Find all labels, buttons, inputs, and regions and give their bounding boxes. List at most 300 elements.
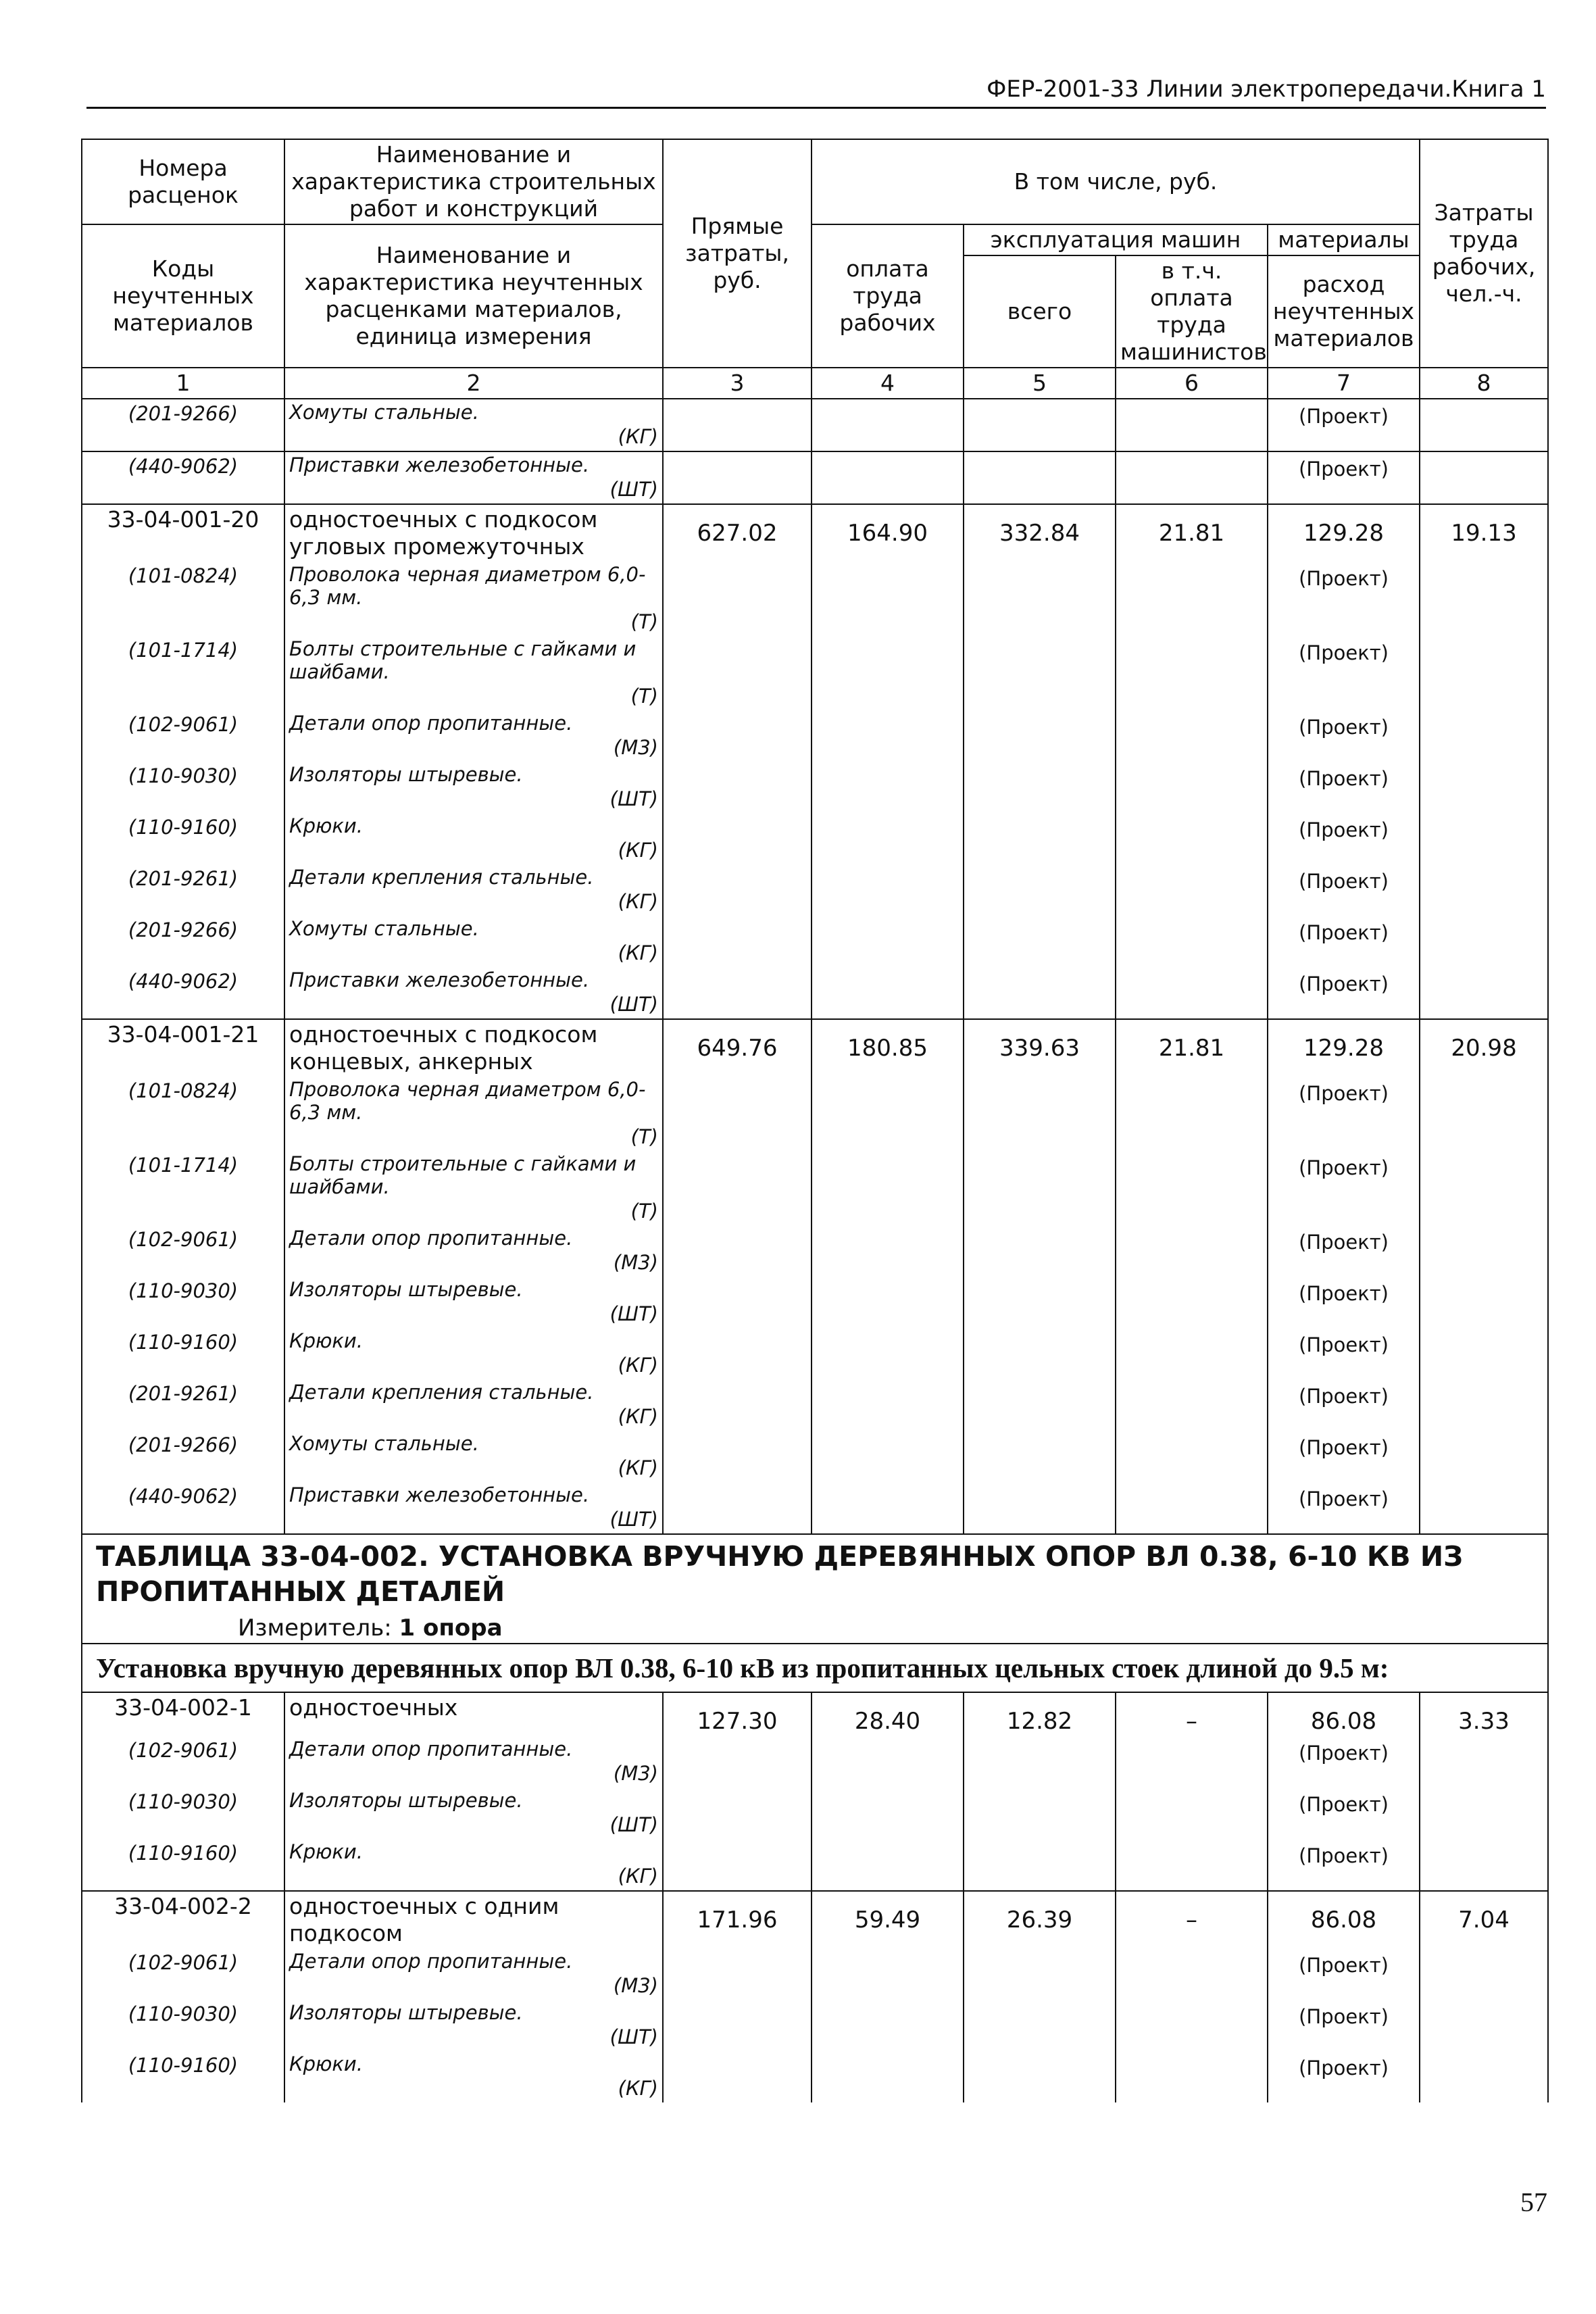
empty-cell — [1420, 1277, 1548, 1328]
material-name: Детали крепления стальные. — [289, 866, 594, 889]
material-expense: (Проект) — [1268, 1948, 1420, 2000]
material-row — [82, 1151, 1548, 1225]
empty-cell — [663, 636, 812, 710]
empty-cell — [1420, 1788, 1548, 1839]
material-expense: (Проект) — [1268, 1379, 1420, 1431]
measure-label: Измеритель: — [238, 1615, 392, 1642]
material-name-cell — [284, 1948, 663, 2000]
empty-cell — [964, 1431, 1116, 1482]
material-row — [82, 399, 1548, 451]
col-number: 4 — [812, 368, 964, 399]
head-col4: оплата труда рабочих — [812, 224, 964, 368]
empty-cell — [663, 1431, 812, 1482]
empty-cell — [663, 1948, 812, 2000]
rate-direct: 127.30 — [663, 1692, 812, 1736]
material-expense: (Проект) — [1268, 2000, 1420, 2051]
empty-cell — [964, 636, 1116, 710]
rate-direct: 627.02 — [663, 504, 812, 562]
material-expense: (Проект) — [1268, 2051, 1420, 2102]
head-col5: всего — [964, 255, 1116, 368]
empty-cell — [663, 1839, 812, 1891]
empty-cell — [663, 1736, 812, 1788]
measure-line — [82, 1613, 1547, 1643]
rate-mach-labor: 21.81 — [1116, 504, 1268, 562]
empty-cell — [1420, 562, 1548, 636]
material-unit: (Т) — [630, 1125, 658, 1148]
material-unit: (Т) — [630, 610, 658, 633]
empty-cell — [1116, 2051, 1268, 2102]
empty-cell — [1420, 864, 1548, 916]
material-unit: (КГ) — [618, 1354, 658, 1377]
material-expense: (Проект) — [1268, 1077, 1420, 1151]
material-expense: (Проект) — [1268, 399, 1420, 451]
material-name: Хомуты стальные. — [289, 401, 479, 424]
empty-cell — [1420, 1225, 1548, 1277]
rate-labor: 59.49 — [812, 1891, 964, 1948]
empty-cell — [1420, 1379, 1548, 1431]
material-name-cell — [284, 2051, 663, 2102]
rate-mach-labor: – — [1116, 1891, 1268, 1948]
empty-cell — [812, 1379, 964, 1431]
material-name-cell — [284, 562, 663, 636]
material-row — [82, 1839, 1548, 1891]
empty-cell — [812, 1839, 964, 1891]
material-code: (110-9030) — [82, 1277, 284, 1328]
empty-cell — [1420, 1948, 1548, 2000]
col-number: 2 — [284, 368, 663, 399]
empty-cell — [1116, 1077, 1268, 1151]
empty-cell — [964, 1277, 1116, 1328]
material-expense: (Проект) — [1268, 1788, 1420, 1839]
empty-cell — [663, 1328, 812, 1379]
page-header: ФЕР-2001-33 Линии электропередачи.Книга 1 — [86, 76, 1546, 109]
empty-cell — [812, 1077, 964, 1151]
empty-cell — [1116, 762, 1268, 813]
material-expense: (Проект) — [1268, 1328, 1420, 1379]
table-head — [82, 139, 1548, 399]
material-code: (102-9061) — [82, 710, 284, 762]
empty-cell — [1420, 1482, 1548, 1534]
material-row — [82, 1077, 1548, 1151]
empty-cell — [964, 1736, 1116, 1788]
material-row — [82, 710, 1548, 762]
material-code: (110-9160) — [82, 1328, 284, 1379]
material-expense: (Проект) — [1268, 1736, 1420, 1788]
material-expense: (Проект) — [1268, 1482, 1420, 1534]
material-expense: (Проект) — [1268, 1431, 1420, 1482]
material-row — [82, 562, 1548, 636]
head-col7: расход неучтенных материалов — [1268, 255, 1420, 368]
material-name: Хомуты стальные. — [289, 1432, 479, 1455]
empty-cell — [1116, 562, 1268, 636]
empty-cell — [964, 916, 1116, 967]
empty-cell — [812, 451, 964, 504]
empty-cell — [663, 2000, 812, 2051]
empty-cell — [1420, 1736, 1548, 1788]
head-col8: Затраты труда рабочих, чел.-ч. — [1420, 139, 1548, 368]
material-name-cell — [284, 1277, 663, 1328]
material-name: Крюки. — [289, 1840, 363, 1863]
material-row — [82, 762, 1548, 813]
material-row — [82, 916, 1548, 967]
empty-cell — [1420, 1077, 1548, 1151]
col-number: 1 — [82, 368, 284, 399]
rate-code: 33-04-001-20 — [82, 504, 284, 562]
material-name: Изоляторы штыревые. — [289, 2001, 523, 2024]
material-name: Болты строительные с гайками и шайбами. — [289, 637, 637, 683]
empty-cell — [1420, 1839, 1548, 1891]
material-unit: (КГ) — [618, 890, 658, 913]
material-row — [82, 1379, 1548, 1431]
rate-mat: 129.28 — [1268, 1019, 1420, 1077]
head-col2-bottom: Наименование и характеристика неучтенных расценками материалов, единица измерения — [284, 224, 663, 368]
empty-cell — [964, 967, 1116, 1019]
rate-name: одностоечных с подкосом угловых промежуточных — [284, 504, 663, 562]
material-name-cell — [284, 1328, 663, 1379]
material-name: Болты строительные с гайками и шайбами. — [289, 1152, 637, 1198]
empty-cell — [1116, 967, 1268, 1019]
rate-direct: 171.96 — [663, 1891, 812, 1948]
material-code: (201-9266) — [82, 1431, 284, 1482]
empty-cell — [1116, 1482, 1268, 1534]
empty-cell — [812, 813, 964, 864]
material-row — [82, 1482, 1548, 1534]
rate-hours: 20.98 — [1420, 1019, 1548, 1077]
empty-cell — [1420, 1431, 1548, 1482]
empty-cell — [1116, 1431, 1268, 1482]
material-expense: (Проект) — [1268, 636, 1420, 710]
material-name-cell — [284, 916, 663, 967]
empty-cell — [1420, 762, 1548, 813]
empty-cell — [812, 636, 964, 710]
empty-cell — [964, 1788, 1116, 1839]
empty-cell — [663, 762, 812, 813]
material-row — [82, 2051, 1548, 2102]
empty-cell — [663, 1277, 812, 1328]
head-col1-bottom: Коды неучтенных материалов — [82, 224, 284, 368]
empty-cell — [1116, 636, 1268, 710]
material-unit: (М3) — [613, 1762, 658, 1785]
material-unit: (КГ) — [618, 1405, 658, 1428]
material-code: (101-0824) — [82, 1077, 284, 1151]
empty-cell — [1116, 1736, 1268, 1788]
rate-labor: 180.85 — [812, 1019, 964, 1077]
head-col6: в т.ч. оплата труда машинистов — [1116, 255, 1268, 368]
empty-cell — [964, 762, 1116, 813]
material-unit: (ШТ) — [609, 2025, 658, 2048]
material-unit: (Т) — [630, 685, 658, 708]
empty-cell — [964, 1328, 1116, 1379]
empty-cell — [964, 864, 1116, 916]
rate-mach-labor: 21.81 — [1116, 1019, 1268, 1077]
section-title: ТАБЛИЦА 33-04-002. УСТАНОВКА ВРУЧНУЮ ДЕРЕВЯННЫХ ОПОР ВЛ 0.38, 6-10 КВ ИЗ ПРОПИТАННЫХ ДЕТАЛЕЙ — [96, 1540, 1464, 1608]
material-name-cell — [284, 864, 663, 916]
material-code: (101-1714) — [82, 636, 284, 710]
empty-cell — [812, 1736, 964, 1788]
rate-direct: 649.76 — [663, 1019, 812, 1077]
material-code: (201-9261) — [82, 1379, 284, 1431]
rate-mach: 26.39 — [964, 1891, 1116, 1948]
material-expense: (Проект) — [1268, 916, 1420, 967]
material-unit: (ШТ) — [609, 993, 658, 1016]
rates-table — [81, 139, 1549, 2102]
material-name: Крюки. — [289, 1329, 363, 1352]
empty-cell — [663, 1077, 812, 1151]
rate-mach-labor: – — [1116, 1692, 1268, 1736]
empty-cell — [812, 864, 964, 916]
material-name-cell — [284, 1839, 663, 1891]
empty-cell — [812, 916, 964, 967]
column-numbers-row — [82, 368, 1548, 399]
material-expense: (Проект) — [1268, 1225, 1420, 1277]
empty-cell — [964, 2051, 1116, 2102]
empty-cell — [1420, 1328, 1548, 1379]
material-code: (110-9160) — [82, 1839, 284, 1891]
empty-cell — [812, 762, 964, 813]
empty-cell — [1116, 2000, 1268, 2051]
rate-code: 33-04-002-2 — [82, 1891, 284, 1948]
material-expense: (Проект) — [1268, 864, 1420, 916]
empty-cell — [1116, 916, 1268, 967]
material-expense: (Проект) — [1268, 1277, 1420, 1328]
empty-cell — [1116, 1948, 1268, 2000]
section-title-cell — [82, 1534, 1548, 1644]
empty-cell — [812, 1225, 964, 1277]
empty-cell — [1420, 813, 1548, 864]
material-name-cell — [284, 813, 663, 864]
material-name: Изоляторы штыревые. — [289, 1789, 523, 1812]
material-name: Приставки железобетонные. — [289, 968, 590, 991]
material-name: Крюки. — [289, 2052, 363, 2075]
empty-cell — [1420, 967, 1548, 1019]
material-expense: (Проект) — [1268, 451, 1420, 504]
empty-cell — [1116, 1151, 1268, 1225]
empty-cell — [663, 1225, 812, 1277]
material-name-cell — [284, 399, 663, 451]
material-unit: (КГ) — [618, 425, 658, 448]
rate-mat: 86.08 — [1268, 1692, 1420, 1736]
empty-cell — [1116, 1328, 1268, 1379]
head-materials: материалы — [1268, 224, 1420, 255]
material-row — [82, 2000, 1548, 2051]
material-unit: (М3) — [613, 1974, 658, 1997]
material-row — [82, 864, 1548, 916]
material-row — [82, 1736, 1548, 1788]
material-code: (201-9266) — [82, 399, 284, 451]
empty-cell — [812, 2000, 964, 2051]
empty-cell — [1420, 2000, 1548, 2051]
empty-cell — [1420, 916, 1548, 967]
material-name: Приставки железобетонные. — [289, 453, 590, 476]
rate-row — [82, 1019, 1548, 1077]
empty-cell — [812, 1788, 964, 1839]
material-name: Детали опор пропитанные. — [289, 712, 573, 735]
material-unit: (ШТ) — [609, 478, 658, 501]
table-body-part2 — [82, 1692, 1548, 2102]
col-number: 3 — [663, 368, 812, 399]
material-name-cell — [284, 1736, 663, 1788]
material-name-cell — [284, 1788, 663, 1839]
empty-cell — [1116, 1225, 1268, 1277]
rate-mat: 86.08 — [1268, 1891, 1420, 1948]
material-expense: (Проект) — [1268, 562, 1420, 636]
col-number: 6 — [1116, 368, 1268, 399]
material-code: (110-9030) — [82, 1788, 284, 1839]
material-name-cell — [284, 2000, 663, 2051]
rate-row — [82, 504, 1548, 562]
empty-cell — [1116, 1277, 1268, 1328]
empty-cell — [1116, 399, 1268, 451]
measure-value: 1 опора — [399, 1615, 503, 1642]
rate-code: 33-04-001-21 — [82, 1019, 284, 1077]
empty-cell — [1116, 710, 1268, 762]
empty-cell — [964, 1151, 1116, 1225]
empty-cell — [812, 1948, 964, 2000]
rate-code: 33-04-002-1 — [82, 1692, 284, 1736]
material-name: Проволока черная диаметром 6,0-6,3 мм. — [289, 563, 646, 609]
empty-cell — [812, 399, 964, 451]
empty-cell — [663, 1788, 812, 1839]
material-unit: (М3) — [613, 736, 658, 759]
material-unit: (М3) — [613, 1251, 658, 1274]
empty-cell — [812, 1328, 964, 1379]
rates-table-container — [81, 139, 1547, 2102]
page-number: 57 — [1520, 2187, 1547, 2217]
material-name-cell — [284, 762, 663, 813]
rate-mat: 129.28 — [1268, 504, 1420, 562]
empty-cell — [663, 399, 812, 451]
empty-cell — [663, 967, 812, 1019]
material-unit: (КГ) — [618, 1456, 658, 1479]
empty-cell — [964, 2000, 1116, 2051]
empty-cell — [1116, 813, 1268, 864]
empty-cell — [663, 864, 812, 916]
material-name: Детали опор пропитанные. — [289, 1227, 573, 1250]
empty-cell — [812, 967, 964, 1019]
material-unit: (ШТ) — [609, 1302, 658, 1325]
material-name: Детали опор пропитанные. — [289, 1950, 573, 1973]
empty-cell — [964, 1225, 1116, 1277]
empty-cell — [1420, 2051, 1548, 2102]
material-name-cell — [284, 1379, 663, 1431]
col-number: 7 — [1268, 368, 1420, 399]
material-name: Детали опор пропитанные. — [289, 1738, 573, 1761]
head-col3: Прямые затраты, руб. — [663, 139, 812, 368]
material-code: (101-0824) — [82, 562, 284, 636]
rate-mach: 12.82 — [964, 1692, 1116, 1736]
material-name-cell — [284, 967, 663, 1019]
material-code: (102-9061) — [82, 1948, 284, 2000]
material-code: (110-9160) — [82, 2051, 284, 2102]
empty-cell — [663, 710, 812, 762]
material-name-cell — [284, 451, 663, 504]
empty-cell — [964, 562, 1116, 636]
empty-cell — [663, 451, 812, 504]
empty-cell — [964, 1077, 1116, 1151]
material-expense: (Проект) — [1268, 762, 1420, 813]
rate-hours: 19.13 — [1420, 504, 1548, 562]
material-name-cell — [284, 1482, 663, 1534]
material-row — [82, 1277, 1548, 1328]
material-expense: (Проект) — [1268, 813, 1420, 864]
material-code: (110-9160) — [82, 813, 284, 864]
material-row — [82, 1431, 1548, 1482]
material-unit: (ШТ) — [609, 1813, 658, 1836]
material-name-cell — [284, 1077, 663, 1151]
material-unit: (Т) — [630, 1200, 658, 1223]
material-name: Изоляторы штыревые. — [289, 1278, 523, 1301]
head-col2-top: Наименование и характеристика строительных работ и конструкций — [284, 139, 663, 224]
rate-name: одностоечных — [284, 1692, 663, 1736]
col-number: 5 — [964, 368, 1116, 399]
head-machines: эксплуатация машин — [964, 224, 1268, 255]
material-expense: (Проект) — [1268, 1839, 1420, 1891]
section-header — [82, 1534, 1548, 1692]
empty-cell — [964, 1482, 1116, 1534]
empty-cell — [1420, 1151, 1548, 1225]
empty-cell — [1420, 451, 1548, 504]
empty-cell — [812, 1151, 964, 1225]
material-name-cell — [284, 1431, 663, 1482]
empty-cell — [812, 1431, 964, 1482]
empty-cell — [1420, 710, 1548, 762]
material-code: (440-9062) — [82, 1482, 284, 1534]
empty-cell — [663, 2051, 812, 2102]
empty-cell — [812, 2051, 964, 2102]
rate-mach: 339.63 — [964, 1019, 1116, 1077]
rate-hours: 7.04 — [1420, 1891, 1548, 1948]
material-row — [82, 636, 1548, 710]
material-unit: (ШТ) — [609, 1508, 658, 1531]
material-row — [82, 1948, 1548, 2000]
material-expense: (Проект) — [1268, 967, 1420, 1019]
empty-cell — [812, 1482, 964, 1534]
empty-cell — [663, 562, 812, 636]
empty-cell — [663, 1482, 812, 1534]
empty-cell — [663, 813, 812, 864]
material-name: Детали крепления стальные. — [289, 1381, 594, 1404]
material-unit: (КГ) — [618, 839, 658, 862]
material-row — [82, 1788, 1548, 1839]
section-subtitle: Установка вручную деревянных опор ВЛ 0.38, 6-10 кВ из пропитанных цельных стоек длиной до 9.5 м: — [82, 1644, 1548, 1692]
material-code: (440-9062) — [82, 451, 284, 504]
empty-cell — [964, 1948, 1116, 2000]
material-code: (201-9261) — [82, 864, 284, 916]
rate-name: одностоечных с подкосом концевых, анкерных — [284, 1019, 663, 1077]
empty-cell — [663, 1379, 812, 1431]
material-code: (102-9061) — [82, 1225, 284, 1277]
material-row — [82, 1225, 1548, 1277]
empty-cell — [663, 916, 812, 967]
col-number: 8 — [1420, 368, 1548, 399]
empty-cell — [1116, 1379, 1268, 1431]
material-name-cell — [284, 1151, 663, 1225]
empty-cell — [663, 1151, 812, 1225]
table-body-part1 — [82, 399, 1548, 1534]
empty-cell — [1420, 399, 1548, 451]
empty-cell — [1420, 636, 1548, 710]
material-code: (440-9062) — [82, 967, 284, 1019]
material-unit: (ШТ) — [609, 787, 658, 810]
material-row — [82, 451, 1548, 504]
material-name: Приставки железобетонные. — [289, 1483, 590, 1506]
rate-hours: 3.33 — [1420, 1692, 1548, 1736]
material-unit: (КГ) — [618, 1865, 658, 1888]
head-including: В том числе, руб. — [812, 139, 1420, 224]
empty-cell — [812, 710, 964, 762]
rate-labor: 164.90 — [812, 504, 964, 562]
material-code: (110-9030) — [82, 2000, 284, 2051]
